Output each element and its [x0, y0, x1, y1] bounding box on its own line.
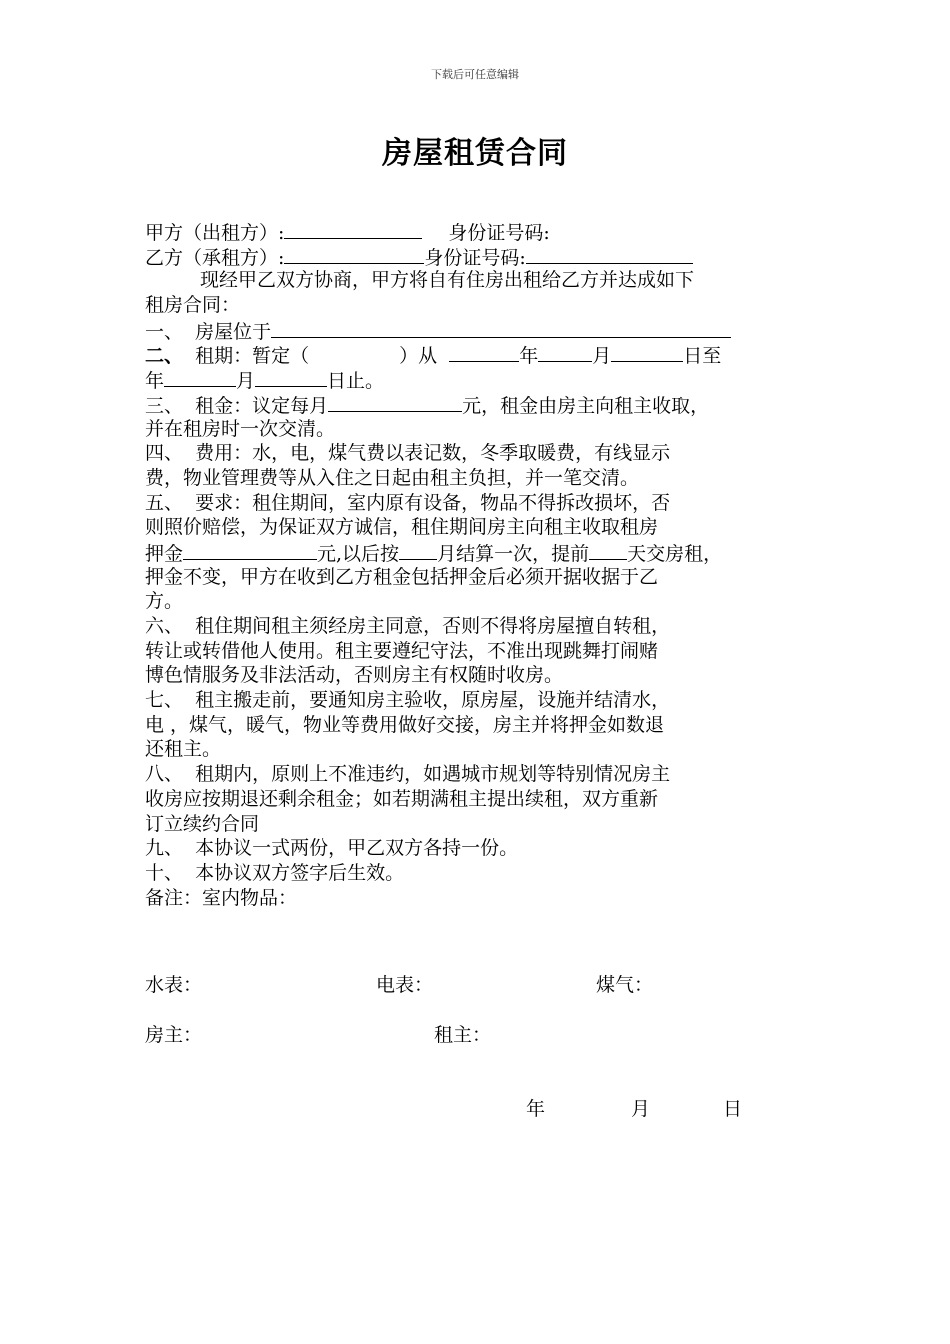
date-day-label: 日	[723, 1098, 743, 1120]
clause-8	[145, 762, 785, 787]
clause-10-num: 十、	[145, 861, 184, 884]
water-meter-label: 水表：	[145, 974, 203, 996]
clause-8-num: 八、	[145, 763, 184, 786]
clause-6	[145, 614, 785, 639]
party-a-blank	[284, 219, 422, 239]
clause-1-text: 房屋位于	[195, 320, 272, 343]
rent-pay-label: 天交房租，	[627, 542, 723, 565]
clause-6-text-1: 租住期间租主须经房主同意，否则不得将房屋擅自转租，	[195, 615, 671, 637]
clause-4-num: 四、	[145, 442, 184, 465]
clause-4-text-1: 费用：水，电，煤气费以表记数，冬季取暖费，有线显示	[195, 442, 671, 465]
clause-10-text: 本协议双方签字后生效。	[195, 861, 405, 884]
clause-7-text-1: 租主搬走前，要通知房主验收，原房屋，设施并结清水，	[195, 689, 671, 712]
deposit-label: 押金	[145, 542, 184, 565]
clause-7-line-2: 电 ，煤气，暖气，物业等费用做好交接，房主并将押金如数退	[145, 713, 665, 736]
clause-2-day-to: 日至	[683, 345, 722, 368]
clause-5	[145, 491, 785, 516]
clause-2-num: 二、	[145, 345, 184, 368]
clause-7-num: 七、	[145, 689, 184, 712]
remark-line: 备注：室内物品：	[145, 886, 298, 909]
clause-2-month2: 月	[236, 370, 256, 393]
party-b-label: 乙方（承租方）:	[145, 246, 285, 269]
clause-1	[145, 318, 785, 343]
clause-2-cont	[145, 367, 785, 392]
rent-blank	[328, 392, 462, 412]
party-b-id-label: 身份证号码:	[424, 246, 526, 269]
clause-5-line-4: 押金不变，甲方在收到乙方租金包括押金后必须开据收据于乙	[145, 565, 659, 588]
clause-1-num: 一、	[145, 320, 184, 343]
party-b-blank	[284, 244, 424, 264]
party-a-line	[145, 219, 785, 244]
clause-2-end: 日止。	[327, 370, 385, 393]
clause-6-line-3: 博色情服务及非法活动，否则房主有权随时收房。	[145, 664, 564, 687]
clause-5-line-5: 方。	[145, 590, 184, 613]
clause-6-line-2: 转让或转借他人使用。租主要遵纪守法，不准出现跳舞打闹赌	[145, 639, 659, 662]
clause-9-text: 本协议一式两份，甲乙双方各持一份。	[195, 837, 519, 860]
clause-4	[145, 441, 785, 466]
end-year-blank	[164, 367, 236, 387]
clause-2-year: 年	[519, 345, 539, 368]
clause-2	[145, 342, 785, 367]
address-blank	[271, 318, 731, 338]
end-month-blank	[255, 367, 327, 387]
clause-2-year2: 年	[145, 370, 165, 393]
deposit-blank	[183, 540, 317, 560]
clause-6-num: 六、	[145, 615, 184, 637]
clause-9-num: 九、	[145, 837, 184, 860]
clause-9	[145, 836, 785, 861]
clause-2-text-a: 租期：暂定（	[195, 345, 310, 368]
header-note: 下载后可任意编辑	[431, 68, 519, 81]
clause-2-text-b: ）从	[399, 345, 438, 368]
party-a-id-label: 身份证号码:	[448, 222, 550, 244]
clause-8-line-2: 收房应按期退还剩余租金；如若期满租主提出续租，双方重新	[145, 787, 659, 810]
clause-8-text-1: 租期内，原则上不准违约，如遇城市规划等特别情况房主	[195, 763, 671, 786]
clause-3-line-2: 并在租房时一次交清。	[145, 417, 336, 440]
tenant-signature-label: 租主：	[434, 1024, 492, 1046]
clause-7	[145, 688, 785, 713]
party-b-id-blank	[526, 244, 693, 264]
party-b-line	[145, 244, 785, 269]
clause-3-num: 三、	[145, 394, 184, 417]
settle-months-blank	[399, 540, 437, 560]
intro-text-1: 现经甲乙双方协商，甲方将自有住房出租给乙方并达成如下	[200, 269, 695, 292]
settle-label: 元,以后按	[317, 542, 400, 565]
date-year-label: 年	[526, 1098, 546, 1120]
clause-3-text-a: 租金：议定每月	[195, 394, 329, 417]
start-year-blank	[449, 342, 519, 362]
start-day-blank	[611, 342, 683, 362]
clause-10	[145, 861, 785, 886]
electric-meter-label: 电表：	[376, 974, 434, 996]
contract-body	[145, 219, 785, 910]
advance-label: 月结算一次，提前	[437, 542, 590, 565]
clause-2-month: 月	[592, 345, 612, 368]
intro-line-1	[145, 268, 785, 293]
clause-5-text-1: 要求：租住期间，室内原有设备，物品不得拆改损坏，否	[195, 491, 671, 514]
clause-3	[145, 392, 785, 417]
clause-5-num: 五、	[145, 491, 184, 514]
party-a-label: 甲方（出租方）:	[145, 222, 285, 244]
date-month-label: 月	[631, 1098, 651, 1120]
clause-5-line-3	[145, 540, 785, 565]
intro-line-2: 租房合同：	[145, 294, 241, 317]
gas-meter-label: 煤气：	[596, 974, 654, 996]
landlord-signature-label: 房主：	[145, 1024, 203, 1046]
start-month-blank	[538, 342, 592, 362]
clause-7-line-3: 还租主。	[145, 738, 222, 761]
clause-8-line-3: 订立续约合同	[145, 812, 260, 835]
document-title: 房屋租赁合同	[382, 136, 568, 171]
clause-5-line-2: 则照价赔偿，为保证双方诚信，租住期间房主向租主收取租房	[145, 516, 659, 539]
advance-days-blank	[589, 540, 627, 560]
clause-4-line-2: 费，物业管理费等从入住之日起由租主负担，并一笔交清。	[145, 466, 640, 489]
clause-3-text-b: 元，租金由房主向租主收取，	[462, 394, 710, 417]
